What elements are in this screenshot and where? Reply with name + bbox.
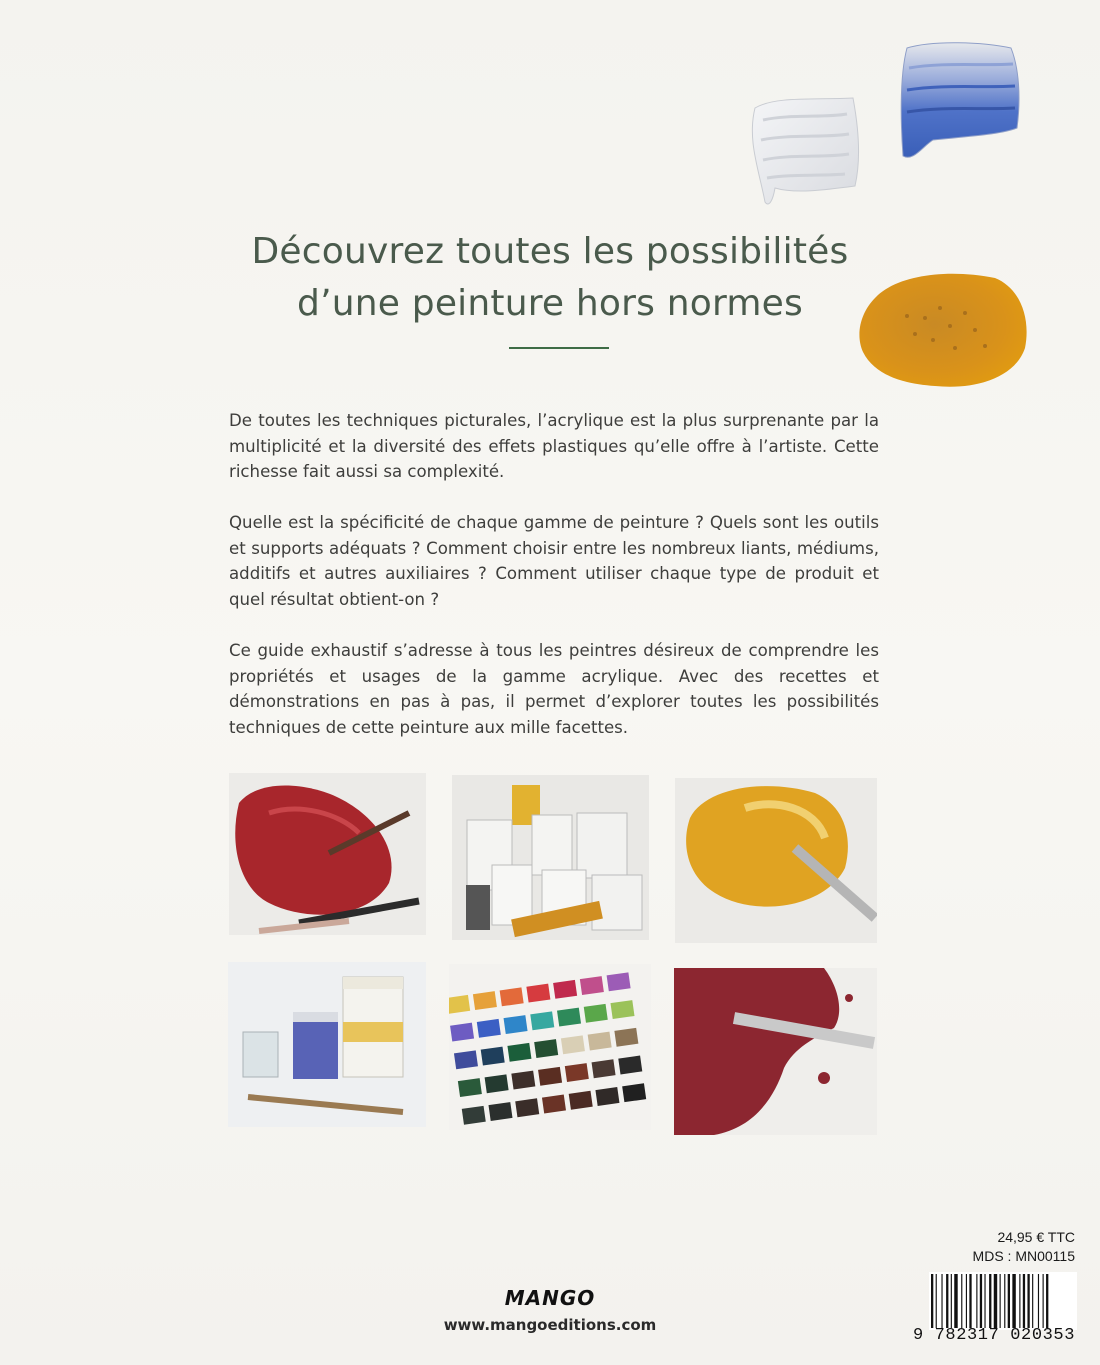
photo-red-paint-knife (674, 968, 877, 1135)
guide-paragraph: Ce guide exhaustif s’adresse à tous les peintres désireux de comprendre les propriétés et usages de la gamme acrylique. Avec des recettes et démonstrations en pas à pas, il permet d’explorer toutes les possibilités techniques de cette peinture aux mille facettes. (229, 641, 879, 737)
price-amount: 24,95 € TTC (997, 1229, 1075, 1245)
headline-divider (509, 347, 609, 349)
photo-red-paint-brush (229, 773, 426, 935)
headline-line-2: d’une peinture hors normes (297, 283, 803, 324)
product-code: MDS : MN00115 (972, 1248, 1075, 1264)
questions-paragraph: Quelle est la spécificité de chaque gamme de peinture ? Quels sont les outils et supports adéquats ? Comment choisir entre les nombreux liants, médiums, additifs et autres auxiliaires ? Comment utiliser chaque type de produit et quel résultat obtient-on ? (229, 513, 879, 609)
photo-paint-jars (452, 775, 649, 940)
cover-headline (180, 226, 920, 330)
blue-paint-swatch (893, 38, 1025, 166)
headline-line-1: Découvrez toutes les possibilités (251, 231, 849, 272)
price-block (973, 1228, 1075, 1266)
photo-yellow-paint-knife (675, 778, 877, 943)
isbn-digits: 9 782317 020353 (913, 1326, 1076, 1345)
photo-color-chart (449, 964, 651, 1130)
photo-binder-jars (228, 962, 426, 1127)
intro-paragraph: De toutes les techniques picturales, l’acrylique est la plus surprenante par la multiplicité et la diversité des effets plastiques qu’elle offre à l’artiste. Cette richesse fait aussi sa complexité. (229, 411, 879, 481)
publisher-logo: MANGO (504, 1286, 596, 1310)
white-paint-swatch (745, 90, 863, 208)
publisher-website: www.mangoeditions.com (443, 1316, 657, 1334)
